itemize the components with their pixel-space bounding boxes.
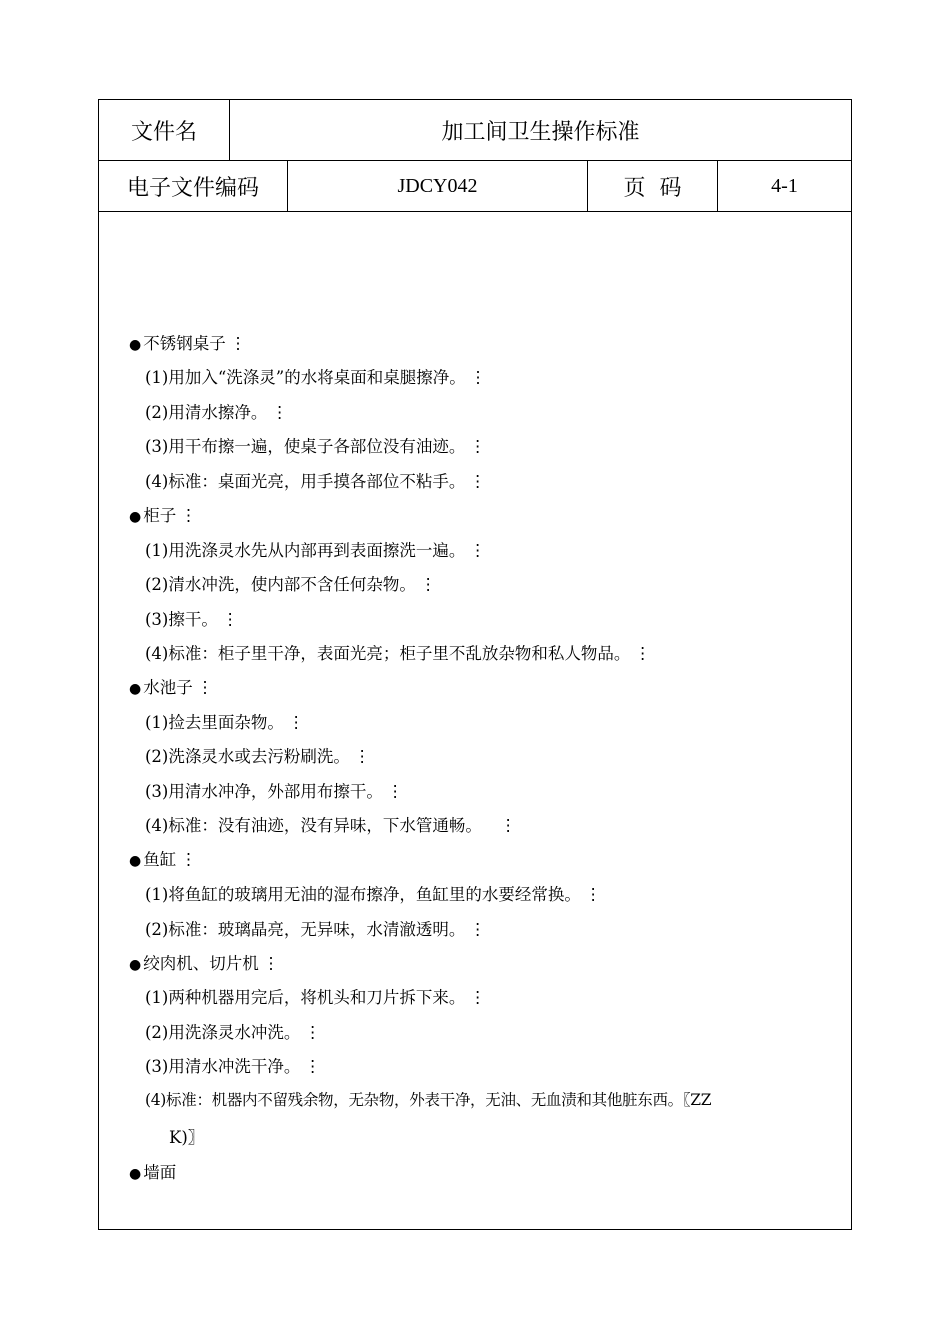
list-item-text: (1)两种机器用完后，将机头和刀片拆下来。 — [145, 988, 466, 1007]
bullet-icon: ● — [129, 337, 142, 353]
list-item — [145, 709, 304, 733]
list-item-text: (1)用洗涤灵水先从内部再到表面擦洗一遍。 — [145, 541, 466, 560]
list-item-text: (2)用清水擦净。 — [145, 403, 268, 422]
section-heading — [129, 1159, 176, 1183]
list-item — [145, 571, 436, 595]
paragraph-mark-icon: ⋮ — [469, 988, 486, 1007]
section-title: 柜子 — [143, 506, 177, 525]
list-item-continuation — [169, 1124, 204, 1148]
list-item-text: (2)标准：玻璃晶亮，无异味，水清澈透明。 — [145, 920, 466, 939]
list-item-text: (1)用加入“洗涤灵”的水将桌面和桌腿擦净。 — [145, 368, 466, 387]
paragraph-mark-icon: ⋮ — [180, 506, 197, 525]
paragraph-mark-icon: ⋮ — [634, 644, 651, 663]
list-item — [145, 399, 288, 423]
list-item-text: (2)用洗涤灵水冲洗。 — [145, 1023, 301, 1042]
paragraph-mark-icon: ⋮ — [262, 954, 280, 973]
bullet-icon: ● — [129, 853, 142, 869]
list-item-text: (3)擦干。 — [145, 610, 218, 629]
list-item — [145, 606, 238, 630]
document-body — [99, 212, 851, 1229]
paragraph-mark-icon: ⋮ — [386, 782, 404, 801]
list-item — [145, 881, 601, 905]
paragraph-mark-icon: ⋮ — [229, 334, 247, 353]
paragraph-mark-icon: ⋮ — [469, 368, 487, 387]
list-item-text: (4)标准：没有油迹，没有异味，下水管通畅。 — [145, 816, 482, 835]
list-item-text: K)〗 — [169, 1128, 205, 1147]
paragraph-mark-icon: ⋮ — [469, 472, 486, 491]
page-label: 页 码 — [588, 161, 718, 211]
paragraph-mark-icon: ⋮ — [271, 403, 288, 422]
list-item — [145, 1053, 321, 1077]
paragraph-mark-icon: ⋮ — [353, 747, 371, 766]
section-title: 不锈钢桌子 — [143, 334, 226, 353]
list-item-text: (2)清水冲洗，使内部不含任何杂物。 — [145, 575, 416, 594]
bullet-icon: ● — [129, 957, 142, 973]
paragraph-mark-icon: ⋮ — [304, 1057, 321, 1076]
paragraph-mark-icon: ⋮ — [469, 920, 486, 939]
paragraph-mark-icon: ⋮ — [221, 610, 239, 629]
code-label: 电子文件编码 — [99, 161, 288, 211]
code-value: JDCY042 — [288, 161, 588, 211]
list-item — [145, 812, 516, 836]
list-item — [145, 364, 486, 388]
page-value: 4-1 — [771, 174, 798, 197]
paragraph-mark-icon: ⋮ — [469, 437, 486, 456]
paragraph-mark-icon: ⋮ — [499, 816, 517, 835]
bullet-icon: ● — [129, 1166, 142, 1182]
document-title: 加工间卫生操作标准 — [441, 119, 640, 145]
section-heading — [129, 674, 213, 698]
list-item — [145, 537, 486, 561]
document-frame — [98, 99, 852, 1230]
section-heading — [129, 330, 246, 354]
list-item-text: (3)用清水冲洗干净。 — [145, 1057, 301, 1076]
section-title: 绞肉机、切片机 — [143, 954, 259, 973]
list-item — [145, 1088, 711, 1110]
list-item-text: (4)标准：柜子里干净，表面光亮；柜子里不乱放杂物和私人物品。 — [145, 644, 631, 663]
list-item — [145, 468, 486, 492]
bullet-icon: ● — [129, 681, 142, 697]
file-name-label: 文件名 — [99, 100, 230, 160]
list-item — [145, 984, 486, 1008]
section-title: 墙面 — [143, 1163, 177, 1182]
paragraph-mark-icon: ⋮ — [304, 1023, 321, 1042]
list-item-text: (3)用清水冲净，外部用布擦干。 — [145, 782, 383, 801]
list-item-text: (3)用干布擦一遍，使桌子各部位没有油迹。 — [145, 437, 466, 456]
section-title: 鱼缸 — [143, 850, 177, 869]
header-row-meta — [99, 161, 851, 212]
list-item — [145, 778, 403, 802]
list-item-text: (4)标准：桌面光亮，用手摸各部位不粘手。 — [145, 472, 466, 491]
paragraph-mark-icon: ⋮ — [584, 885, 602, 904]
section-heading — [129, 846, 197, 870]
paragraph-mark-icon: ⋮ — [469, 541, 486, 560]
bullet-icon: ● — [129, 509, 142, 525]
section-heading — [129, 502, 197, 526]
list-item — [145, 640, 651, 664]
paragraph-mark-icon: ⋮ — [196, 678, 214, 697]
paragraph-mark-icon: ⋮ — [287, 713, 305, 732]
list-item — [145, 433, 486, 457]
list-item — [145, 916, 486, 940]
section-heading — [129, 950, 279, 974]
section-title: 水池子 — [143, 678, 193, 697]
list-item-text: (2)洗涤灵水或去污粉刷洗。 — [145, 747, 350, 766]
list-item-text: (1)将鱼缸的玻璃用无油的湿布擦净，鱼缸里的水要经常换。 — [145, 885, 581, 904]
list-item-text: (1)捡去里面杂物。 — [145, 713, 284, 732]
list-item — [145, 1019, 321, 1043]
list-item — [145, 743, 370, 767]
list-item-text: (4)标准：机器内不留残余物，无杂物，外表干净，无油、无血渍和其他脏东西。〖ZZ — [145, 1091, 712, 1109]
paragraph-mark-icon: ⋮ — [419, 575, 437, 594]
header-row-title — [99, 100, 851, 161]
paragraph-mark-icon: ⋮ — [180, 850, 197, 869]
